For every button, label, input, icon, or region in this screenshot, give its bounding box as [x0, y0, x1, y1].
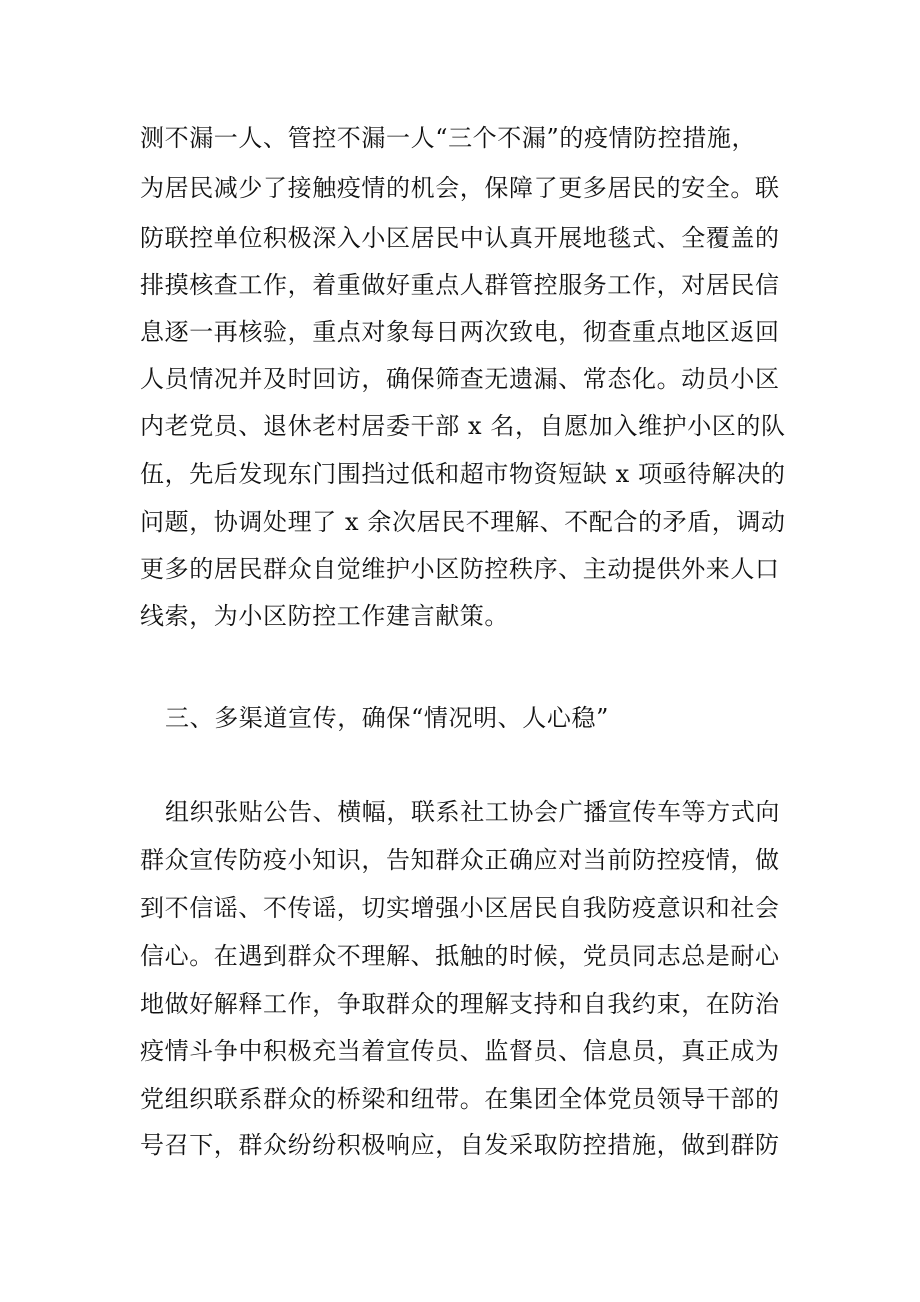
- text-line: 人员情况并及时回访，确保筛查无遗漏、常态化。动员小区: [140, 365, 780, 393]
- text-line: 党组织联系群众的桥梁和纽带。在集团全体党员领导干部的: [140, 1085, 780, 1113]
- section-heading: 三、多渠道宣传，确保“情况明、人心稳”: [165, 704, 609, 732]
- text-line: 伍，先后发现东门围挡过低和超市物资短缺 x 项亟待解决的: [140, 460, 786, 488]
- text-line: 测不漏一人、管控不漏一人“三个不漏”的疫情防控措施，: [140, 124, 757, 152]
- text-line: 线索，为小区防控工作建言献策。: [140, 602, 509, 630]
- text-line: 群众宣传防疫小知识，告知群众正确应对当前防控疫情，做: [140, 846, 780, 874]
- text-line: 防联控单位积极深入小区居民中认真开展地毯式、全覆盖的: [140, 224, 780, 252]
- text-line: 到不信谣、不传谣，切实增强小区居民自我防疫意识和社会: [140, 894, 780, 922]
- text-line: 为居民减少了接触疫情的机会，保障了更多居民的安全。联: [140, 174, 780, 202]
- text-line: 问题，协调处理了 x 余次居民不理解、不配合的矛盾，调动: [140, 508, 786, 536]
- text-line: 内老党员、退休老村居委干部 x 名，自愿加入维护小区的队: [140, 412, 786, 440]
- text-line: 号召下，群众纷纷积极响应，自发采取防控措施，做到群防: [140, 1131, 780, 1159]
- text-line: 地做好解释工作，争取群众的理解支持和自我约束，在防治: [140, 990, 780, 1018]
- text-line: 息逐一再核验，重点对象每日两次致电，彻查重点地区返回: [140, 318, 780, 346]
- text-line: 疫情斗争中积极充当着宣传员、监督员、信息员，真正成为: [140, 1037, 780, 1065]
- text-line: 信心。在遇到群众不理解、抵触的时候，党员同志总是耐心: [140, 942, 780, 970]
- text-line: 更多的居民群众自觉维护小区防控秩序、主动提供外来人口: [140, 555, 780, 583]
- text-line: 排摸核查工作，着重做好重点人群管控服务工作，对居民信: [140, 271, 780, 299]
- text-line: 组织张贴公告、横幅，联系社工协会广播宣传车等方式向: [165, 798, 780, 826]
